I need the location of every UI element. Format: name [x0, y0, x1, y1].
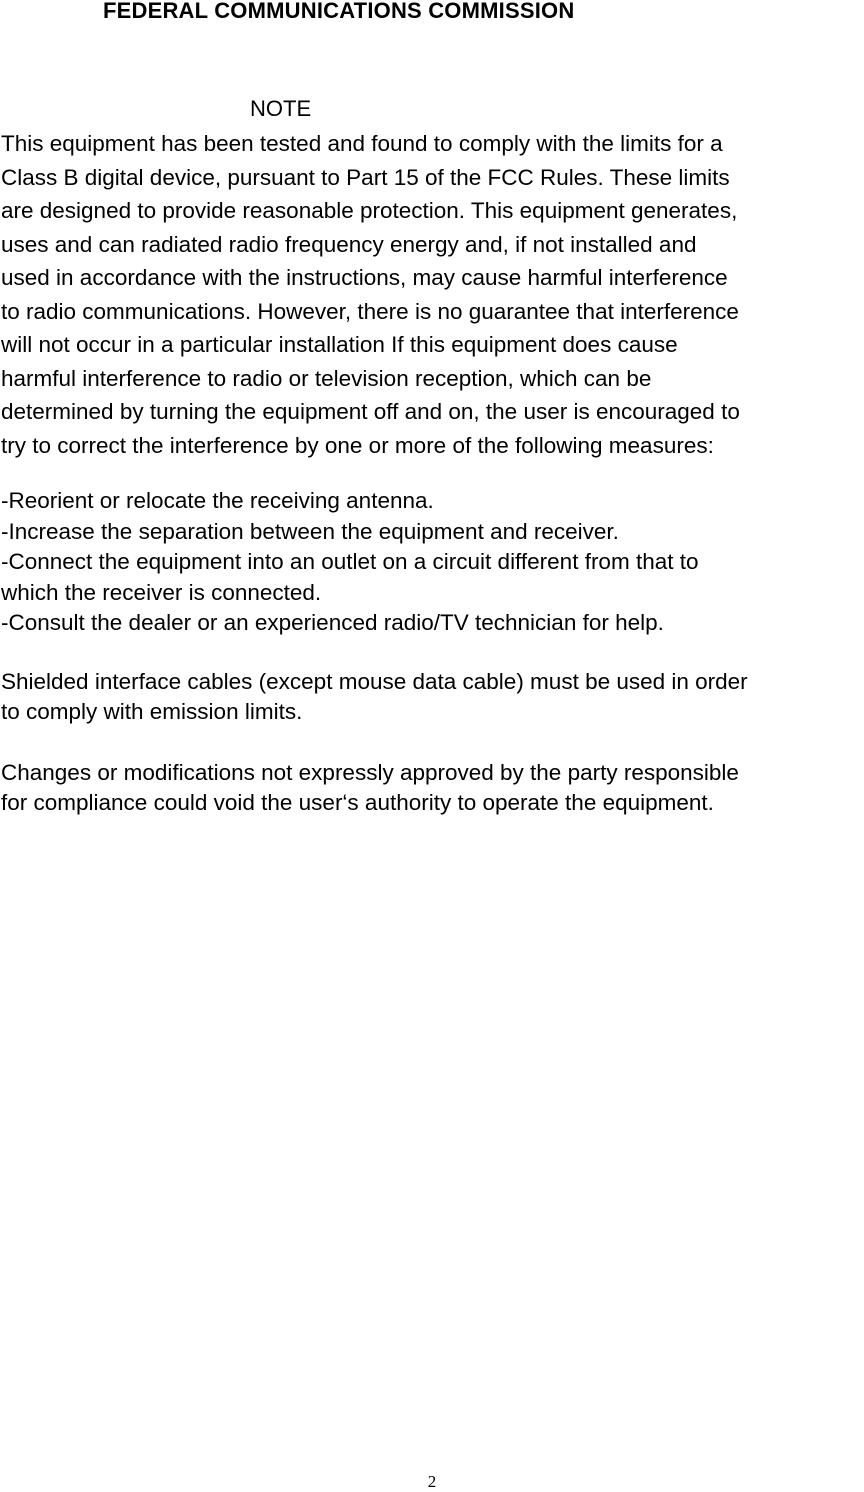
paragraph-line: are designed to provide reasonable protection. This equipment generates,: [1, 198, 738, 223]
paragraph-line: to radio communications. However, there is no guarantee that interference: [1, 298, 739, 324]
paragraph-line: try to correct the interference by one or more of the following measures:: [1, 432, 714, 458]
measures-list: [1, 486, 699, 639]
paragraph-line: uses and can radiated radio frequency energy and, if not installed and: [1, 231, 697, 257]
list-item: -Reorient or relocate the receiving antenna.: [1, 488, 434, 513]
list-item: -Connect the equipment into an outlet on a circuit different from that to: [1, 549, 699, 574]
paragraph-line: Shielded interface cables (except mouse data cable) must be used in order: [1, 669, 748, 694]
paragraph-line: will not occur in a particular installation If this equipment does cause: [1, 332, 678, 357]
note-heading: NOTE: [250, 96, 312, 121]
shielded-cables-paragraph: [1, 667, 748, 727]
list-item: -Consult the dealer or an experienced radio/TV technician for help.: [1, 610, 664, 635]
paragraph-line: determined by turning the equipment off and on, the user is encouraged to: [1, 399, 740, 424]
page-title: FEDERAL COMMUNICATIONS COMMISSION: [103, 0, 575, 23]
paragraph-line: Class B digital device, pursuant to Part 15 of the FCC Rules. These limits: [1, 164, 730, 190]
paragraph-line: Changes or modifications not expressly approved by the party responsible: [1, 760, 739, 785]
paragraph-line: for compliance could void the user‘s authority to operate the equipment.: [1, 790, 714, 815]
paragraph-line: used in accordance with the instructions, may cause harmful interference: [1, 265, 728, 290]
list-item: which the receiver is connected.: [1, 579, 322, 605]
page-number: 2: [427, 1472, 437, 1491]
paragraph-line: to comply with emission limits.: [1, 699, 303, 724]
modifications-paragraph: [1, 758, 739, 818]
paragraph-line: This equipment has been tested and found to comply with the limits for a: [1, 131, 723, 156]
list-item: -Increase the separation between the equipment and receiver.: [1, 518, 619, 544]
fcc-statement-paragraph: [1, 127, 740, 462]
paragraph-line: harmful interference to radio or television reception, which can be: [1, 365, 652, 391]
